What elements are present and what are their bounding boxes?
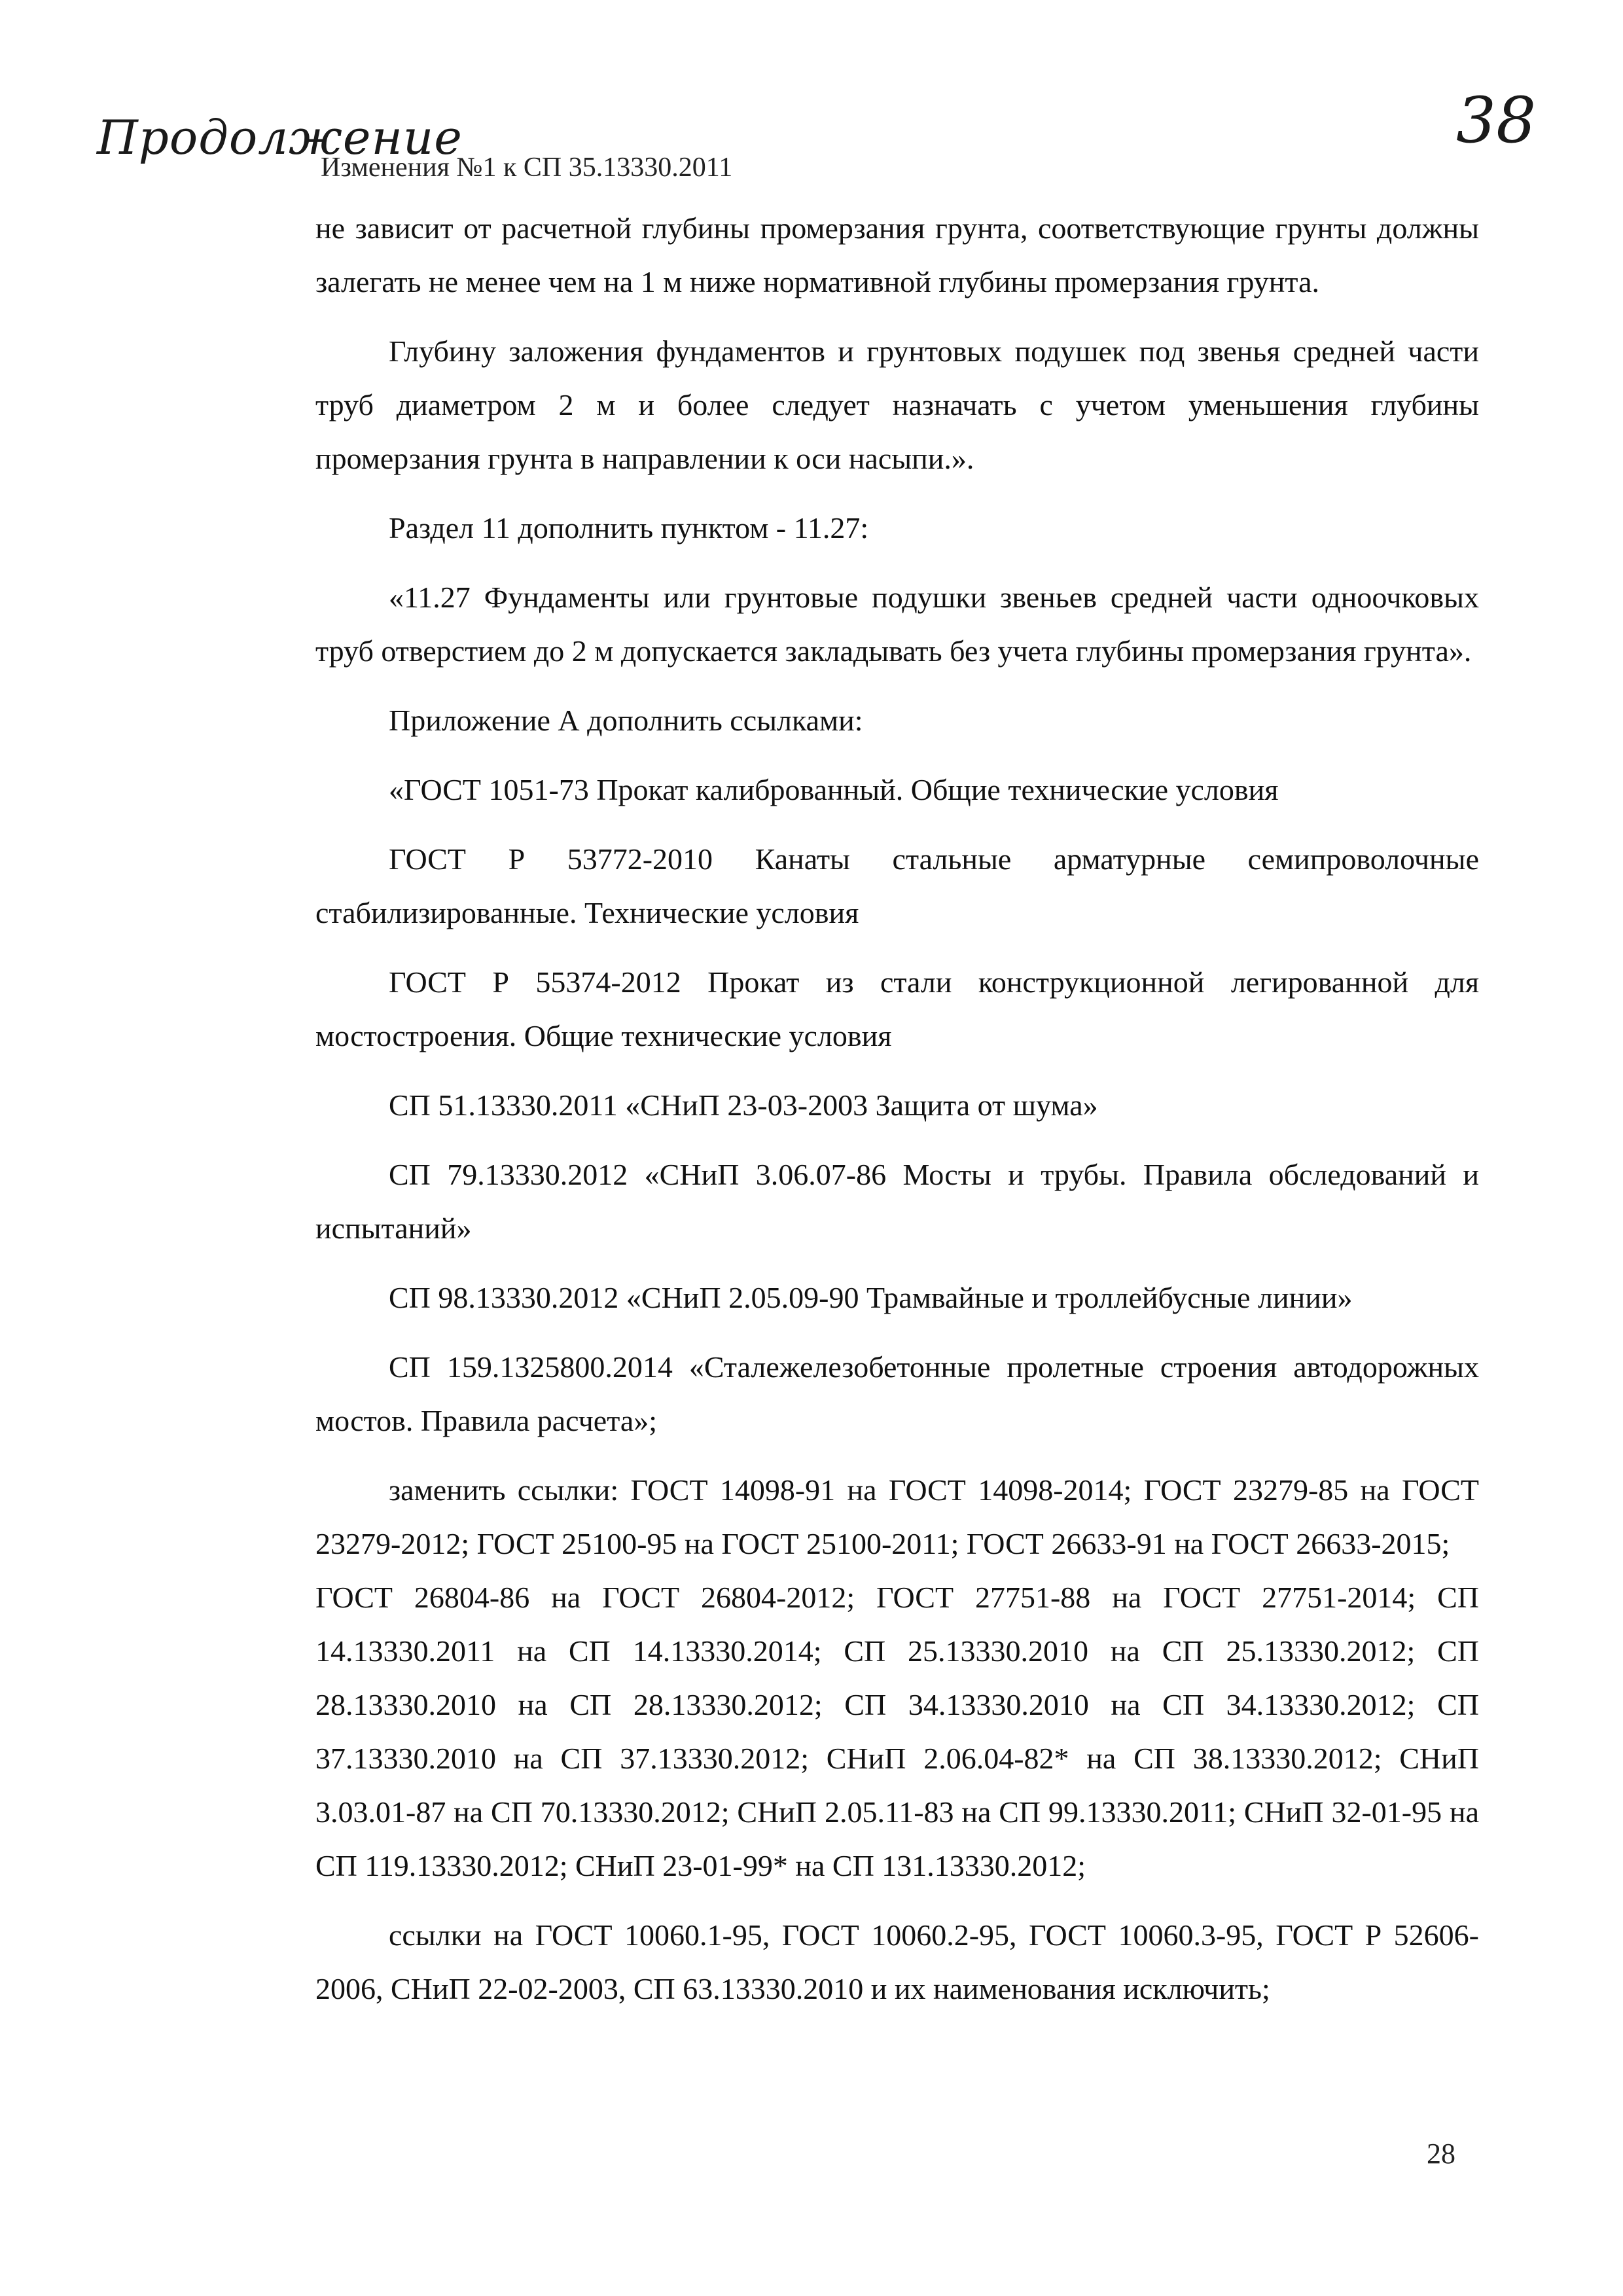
handwritten-sheet-number: 38 [1456, 84, 1537, 157]
paragraph-section-11-addition: Раздел 11 дополнить пунктом - 11.27: [389, 511, 869, 545]
reference-sp-51: СП 51.13330.2011 «СНиП 23-03-2003 Защита от шума» [389, 1088, 1098, 1122]
paragraph-continuation: не зависит от расчетной глубины промерзания грунта, соответствующие грунты должны залегать не менее чем на 1 м ниже нормативной глубины промерзания грунта. [315, 211, 1479, 298]
reference-gost-r-55374: ГОСТ Р 55374-2012 Прокат из стали конструкционной легированной для мостостроения. Общие технические условия [315, 965, 1479, 1052]
paragraph-remove-references: ссылки на ГОСТ 10060.1-95, ГОСТ 10060.2-95, ГОСТ 10060.3-95, ГОСТ Р 52606-2006, СНиП 22-02-2003, СП 63.13330.2010 и их наименования исключить; [315, 1918, 1479, 2005]
paragraph-clause-11-27: «11.27 Фундаменты или грунтовые подушки звеньев средней части одноочковых труб отверстием до 2 м допускается закладывать без учета глубины промерзания грунта». [315, 581, 1479, 668]
paragraph-foundation-depth: Глубину заложения фундаментов и грунтовых подушек под звенья средней части труб диаметром 2 м и более следует назначать с учетом уменьшения глубины промерзания грунта в направлении к оси насыпи.». [315, 334, 1479, 475]
reference-sp-79: СП 79.13330.2012 «СНиП 3.06.07-86 Мосты и трубы. Правила обследований и испытаний» [315, 1158, 1479, 1245]
reference-sp-98: СП 98.13330.2012 «СНиП 2.05.09-90 Трамвайные и троллейбусные линии» [389, 1281, 1353, 1314]
reference-gost-r-53772: ГОСТ Р 53772-2010 Канаты стальные арматурные семипроволочные стабилизированные. Технические условия [315, 842, 1479, 929]
document-header: Изменения №1 к СП 35.13330.2011 [321, 152, 733, 183]
paragraph-replace-references-continued: ГОСТ 26804-86 на ГОСТ 26804-2012; ГОСТ 27751-88 на ГОСТ 27751-2014; СП 14.13330.2011 на СП 14.13330.2014; СП 25.13330.2010 на СП 25.13330.2012; СП 28.13330.2010 на СП 28.13330.2012; СП 34.13330.2010 на СП 34.13330.2012; СП 37.13330.2010 на СП 37.13330.2012; СНиП 2.06.04-82* на СП 38.13330.2012; СНиП 3.03.01-87 на СП 70.13330.2012; СНиП 2.05.11-83 на СП 99.13330.2011; СНиП 32-01-95 на СП 119.13330.2012; СНиП 23-01-99* на СП 131.13330.2012; [315, 1581, 1479, 1882]
paragraph-replace-references: заменить ссылки: ГОСТ 14098-91 на ГОСТ 14098-2014; ГОСТ 23279-85 на ГОСТ 23279-2012; ГОСТ 25100-95 на ГОСТ 25100-2011; ГОСТ 26633-91 на ГОСТ 26633-2015; [315, 1473, 1479, 1560]
page-number: 28 [1427, 2138, 1455, 2170]
document-body [315, 202, 1479, 2016]
paragraph-appendix-a-addition: Приложение А дополнить ссылками: [389, 704, 863, 737]
handwritten-continuation-note: Продолжение [97, 110, 463, 165]
reference-gost-1051: «ГОСТ 1051-73 Прокат калиброванный. Общие технические условия [389, 773, 1279, 806]
reference-sp-159: СП 159.1325800.2014 «Сталежелезобетонные пролетные строения автодорожных мостов. Правила расчета»; [315, 1350, 1479, 1437]
